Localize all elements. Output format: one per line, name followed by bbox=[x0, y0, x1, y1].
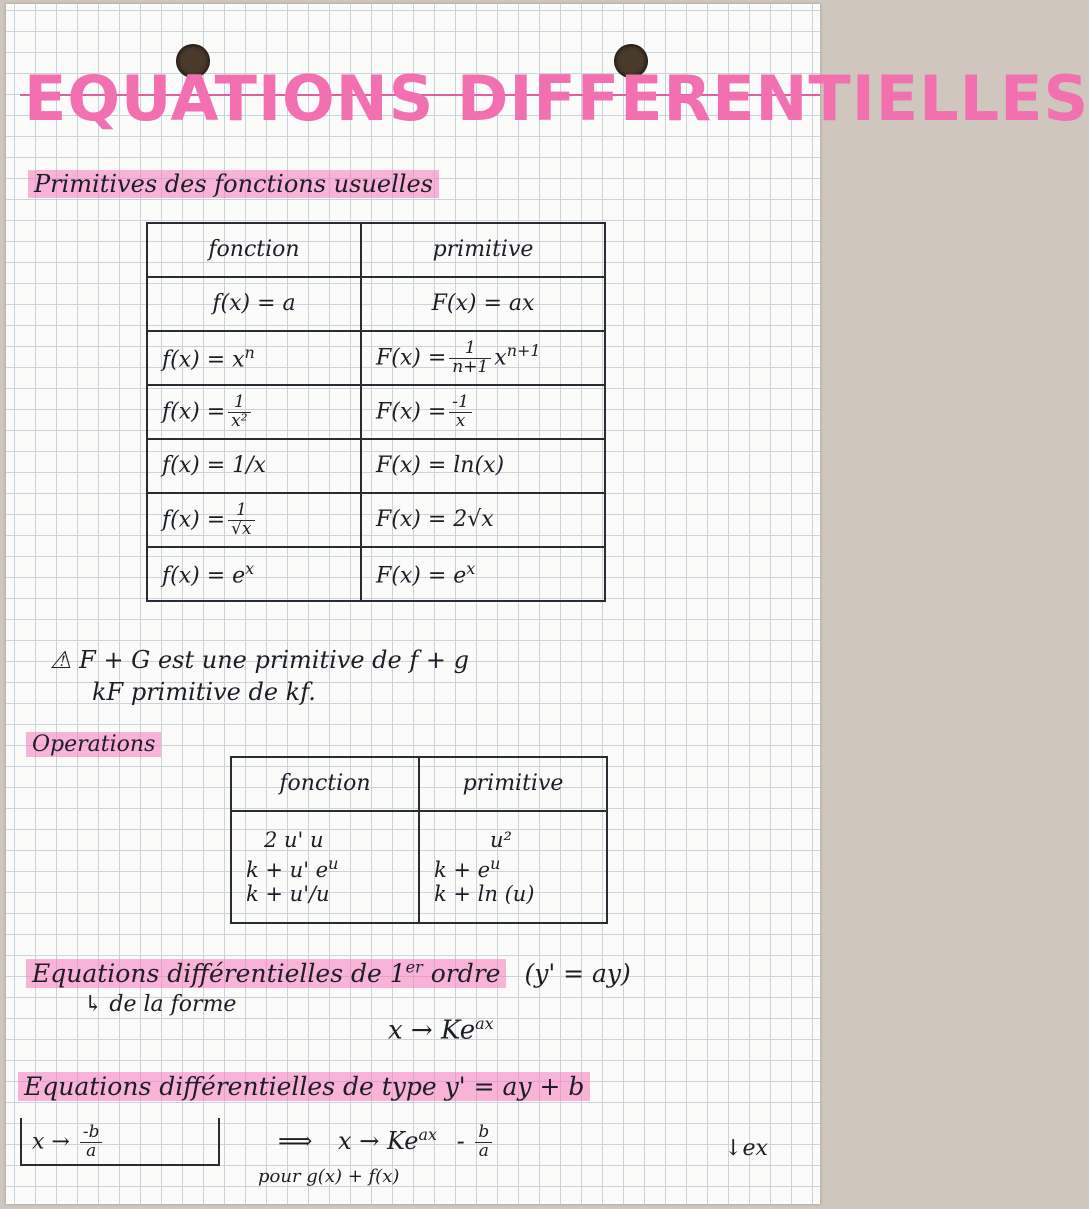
general-solution: ⟹ $x \to Ke^{ax}$ - $\frac{b}{a}$ bbox=[278, 1124, 495, 1161]
table-row bbox=[147, 277, 605, 331]
example-note: ↓ex bbox=[724, 1136, 768, 1161]
primitives-table bbox=[146, 222, 606, 602]
header-fonction: fonction bbox=[147, 223, 361, 277]
header-primitive: primitive bbox=[419, 757, 607, 811]
cell-F: F(x) = $\frac{-1}{x}$ bbox=[361, 385, 605, 439]
cell-f: f(x) = $\frac{1}{√x}$ bbox=[147, 493, 361, 547]
cell-F: F(x) = ln(x) bbox=[361, 439, 605, 493]
section-first-order-heading: Equations différentielles de 1er ordre (y' = ay) bbox=[26, 958, 631, 988]
page-title: EQUATIONS DIFFERENTIELLES bbox=[24, 62, 1089, 135]
cell-F: F(x) = ax bbox=[361, 277, 605, 331]
cell-F: $F(x) = e^x$ bbox=[361, 547, 605, 601]
cell-f: f(x) = $\frac{1}{\text{x²}}$ bbox=[147, 385, 361, 439]
cell-f: $f(x) = x^n$ bbox=[147, 331, 361, 385]
section-type-heading: Equations différentielles de type y' = ay + b bbox=[18, 1072, 590, 1101]
notebook-page bbox=[6, 4, 1089, 1204]
cell-f: f(x) = 1/x bbox=[147, 439, 361, 493]
table-row bbox=[147, 493, 605, 547]
arrow-down-icon: ↓ bbox=[724, 1136, 743, 1161]
operations-table bbox=[230, 756, 608, 924]
note-line-1: F + G est une primitive de f + g bbox=[79, 646, 469, 674]
cell-F-ops: u² $k + e^u$ k + ln (u) bbox=[419, 811, 607, 923]
section-primitives-heading: Primitives des fonctions usuelles bbox=[28, 170, 439, 198]
warning-note bbox=[50, 646, 469, 674]
table-row bbox=[147, 385, 605, 439]
first-order-equation: (y' = ay) bbox=[524, 959, 631, 989]
section-operations-heading: Operations bbox=[26, 732, 161, 757]
table-row bbox=[147, 331, 605, 385]
table-header-row bbox=[231, 757, 607, 811]
table-row bbox=[231, 811, 607, 923]
header-primitive: primitive bbox=[361, 223, 605, 277]
implies-icon: ⟹ bbox=[278, 1126, 313, 1155]
pour-note: pour g(x) + f(x) bbox=[258, 1166, 400, 1187]
cell-f: f(x) = a bbox=[147, 277, 361, 331]
cell-f-ops: 2 u' u k + u' $e^u$ k + u'/u bbox=[231, 811, 419, 923]
warning-icon: ⚠ bbox=[50, 646, 72, 674]
table-row bbox=[147, 439, 605, 493]
cell-F: F(x) = 2√x bbox=[361, 493, 605, 547]
table-row bbox=[147, 547, 605, 601]
table-header-row bbox=[147, 223, 605, 277]
note-line-2: kF primitive de kf. bbox=[92, 678, 316, 706]
cell-f: $f(x) = e^x$ bbox=[147, 547, 361, 601]
particular-solution: x → $\frac{-b}{a}$ bbox=[32, 1124, 105, 1161]
header-fonction: fonction bbox=[231, 757, 419, 811]
cell-F: F(x) = $\frac{1}{n+1}$ $x^{n+1}$ bbox=[361, 331, 605, 385]
form-subtitle: ↳ de la forme bbox=[84, 992, 237, 1017]
first-order-solution: $x \to Ke^{ax}$ bbox=[388, 1014, 494, 1046]
